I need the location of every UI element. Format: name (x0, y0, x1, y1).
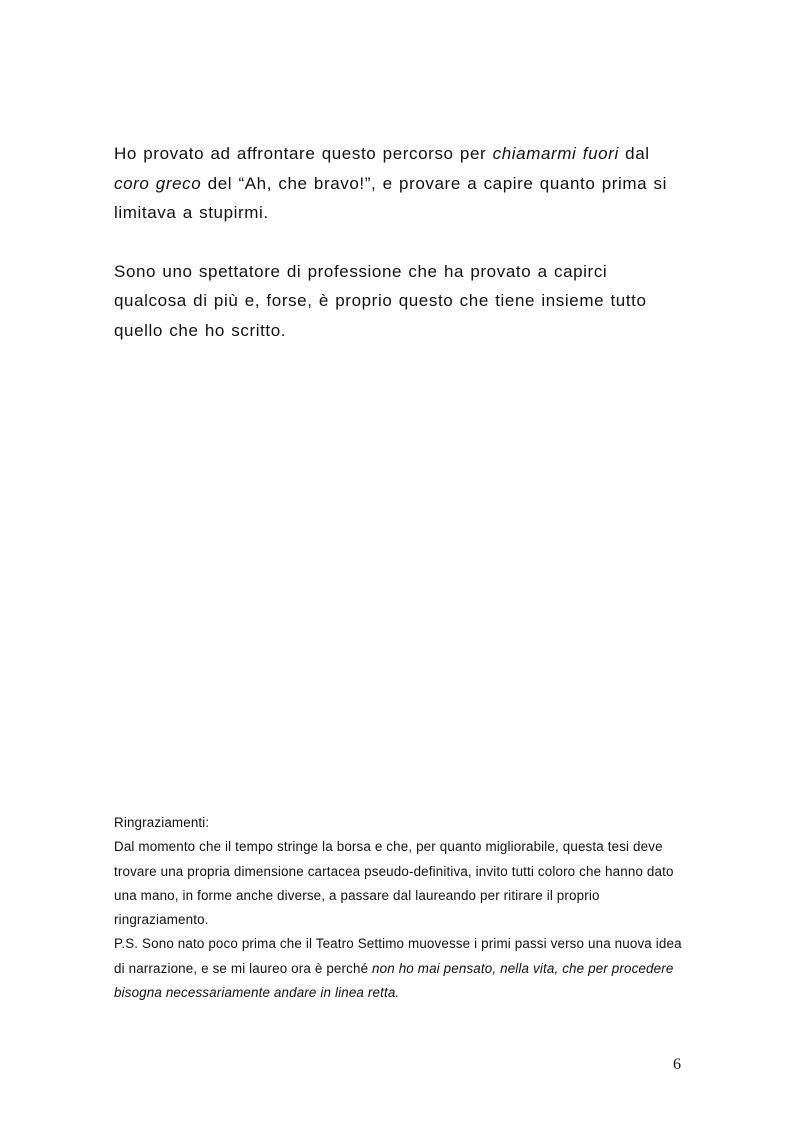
paragraph-1-emphasis-coro: coro greco (114, 173, 202, 193)
postscript-emphasis: non ho mai pensato, nella vita, che per procedere bisogna necessariamente andare in linea retta. (114, 960, 674, 1001)
footnote-text: Dal momento che il tempo stringe la borsa e che, per quanto migliorabile, questa tesi deve trovare una propria dimensione cartacea pseudo-definitiva, invito tutti coloro che hanno dato una mano, in forme anche diverse, a passare dal laureando per ritirare il proprio ringraziamento. (114, 839, 674, 928)
footnote-heading: Ringraziamenti: (114, 815, 210, 830)
paragraph-1 (114, 139, 684, 228)
paragraph-1-emphasis-chiamarmi: chiamarmi fuori (492, 144, 619, 163)
postscript-text: P.S. Sono nato poco prima che il Teatro Settimo muovesse i primi passi verso una nuova idea di narrazione, e se mi laureo ora è perché (114, 936, 682, 976)
paragraph-1-text-b: dal (618, 144, 650, 163)
paragraph-2: Sono uno spettatore di professione che ha provato a capirci qualcosa di più e, forse, è proprio questo che tiene insieme tutto quello che ho scritto. (114, 261, 647, 340)
footnote (114, 811, 684, 1005)
paragraph-1-text-a: Ho provato ad affrontare questo percorso per (114, 144, 493, 163)
paragraph-1-text-c: del “Ah, che bravo!”, e provare a capire quanto prima si limitava a stupirmi. (114, 173, 668, 222)
main-text (114, 139, 684, 374)
footnote-postscript (114, 932, 684, 1005)
page-number: 6 (673, 1056, 681, 1073)
